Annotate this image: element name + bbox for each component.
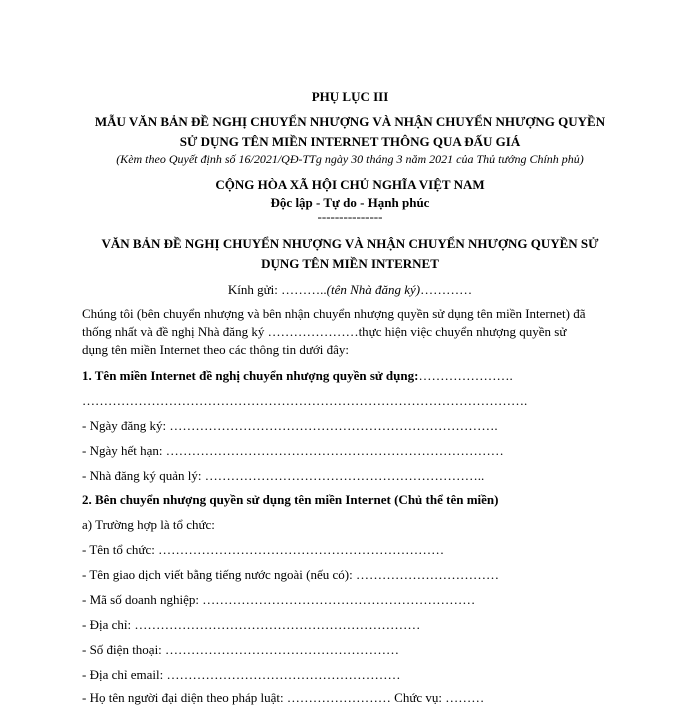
section1-heading-line (82, 368, 513, 384)
national-motto: Độc lập - Tự do - Hạnh phúc (270, 195, 430, 210)
email-field: - Địa chỉ email: ……………………………………………… (82, 667, 401, 682)
section1-heading-dots: …………………. (418, 368, 513, 383)
recipient-line (0, 282, 700, 298)
appendix-label: PHỤ LỤC III (311, 89, 389, 104)
business-code-field: - Mã số doanh nghiệp: ……………………………………………………… (82, 592, 476, 607)
header-separator: --------------- (317, 209, 383, 224)
intro-line2: thống nhất và đề nghị Nhà đăng ký …………………thực hiện việc chuyển nhượng quyền sử (82, 324, 567, 339)
document-title-line2: DỤNG TÊN MIỀN INTERNET (261, 256, 439, 271)
recipient-placeholder: (tên Nhà đăng ký) (326, 282, 421, 297)
registrar-field: - Nhà đăng ký quản lý: ……………………………………………………….. (82, 468, 485, 483)
address-field: - Địa chỉ: ………………………………………………………… (82, 617, 421, 632)
expiry-date-field: - Ngày hết hạn: …………………………………………………………………… (82, 443, 504, 458)
section2-heading: 2. Bên chuyển nhượng quyền sử dụng tên miền Internet (Chủ thể tên miền) (82, 492, 499, 507)
template-title-line2: SỬ DỤNG TÊN MIỀN INTERNET THÔNG QUA ĐẤU GIÁ (179, 134, 521, 149)
recipient-suffix: ………… (420, 282, 473, 297)
section1-heading: 1. Tên miền Internet đề nghị chuyển nhượng quyền sử dụng: (82, 368, 419, 383)
domain-name-field: …………………………………………………………………………………………. (82, 393, 528, 408)
decision-reference: (Kèm theo Quyết định số 16/2021/QĐ-TTg ngày 30 tháng 3 năm 2021 của Thủ tướng Chính phủ) (116, 152, 584, 166)
legal-representative-field: - Họ tên người đại diện theo pháp luật: …………………… Chức vụ: ……… (82, 690, 485, 705)
document-title-line1: VĂN BẢN ĐỀ NGHỊ CHUYỂN NHƯỢNG VÀ NHẬN CHUYỂN NHƯỢNG QUYỀN SỬ (101, 236, 599, 251)
section2-subheading: a) Trường hợp là tổ chức: (82, 517, 215, 532)
national-name: CỘNG HÒA XÃ HỘI CHỦ NGHĨA VIỆT NAM (215, 177, 485, 192)
intro-line1: Chúng tôi (bên chuyển nhượng và bên nhận chuyển nhượng quyền sử dụng tên miền Internet) đã (82, 306, 586, 321)
template-title-line1: MẪU VĂN BẢN ĐỀ NGHỊ CHUYỂN NHƯỢNG VÀ NHẬN CHUYỂN NHƯỢNG QUYỀN (94, 114, 606, 129)
intro-line3: dụng tên miền Internet theo các thông tin dưới đây: (82, 342, 349, 357)
foreign-trade-name-field: - Tên giao dịch viết bằng tiếng nước ngoài (nếu có): …………………………… (82, 567, 499, 582)
phone-field: - Số điện thoại: ……………………………………………… (82, 642, 400, 657)
recipient-prefix: Kính gửi: ……….. (227, 282, 327, 297)
organization-name-field: - Tên tổ chức: ………………………………………………………… (82, 542, 445, 557)
registration-date-field: - Ngày đăng ký: …………………………………………………………………. (82, 418, 498, 433)
